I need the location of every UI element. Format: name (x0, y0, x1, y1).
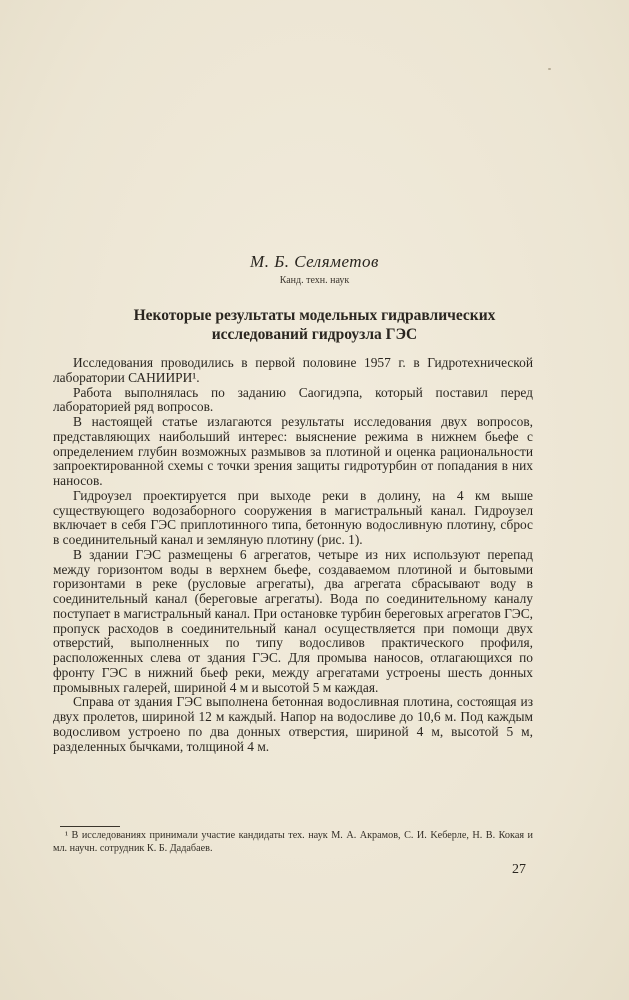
paper-speck (548, 68, 551, 70)
paragraph: Работа выполнялась по заданию Саогидэпа, который поставил перед лабораторией ряд вопросов. (53, 384, 533, 415)
page-number: 27 (512, 862, 526, 877)
author-name: М. Б. Селяметов (250, 252, 379, 271)
paragraph: Гидроузел проектируется при выходе реки в долину, на 4 км выше существующего водозаборного сооружения в магистральный канал. Гидроузел включает в себя ГЭС приплотинного типа, бетонную водосливную плотину, сброс в соединительный канал и земляную плотину (рис. 1). (53, 487, 533, 547)
author-degree: Канд. техн. наук (279, 275, 350, 286)
paragraph: Справа от здания ГЭС выполнена бетонная водосливная плотина, состоящая из двух пролетов, шириной 12 м каждый. Напор на водосливе до 10,6 м. Под каждым водосливом устроено по два донных отверстия, шириной 4 м, высотой 5 м, разделенных бычками, толщиной 4 м. (53, 694, 533, 754)
paragraph: В настоящей статье излагаются результаты исследования двух вопросов, представляющих наибольший интерес: выяснение режима в нижнем бьефе с определением глубин возможных размывов за плотиной и оценка рациональности запроектированной схемы с точки зрения защиты гидротурбин от попадания в них наносов. (53, 414, 533, 488)
paragraph: В здании ГЭС размещены 6 агрегатов, четыре из них используют перепад между горизонтом воды в верхнем бьефе, создаваемом плотиной и бытовыми горизонтами в реке (русловые агрегаты), два агрегата сбрасывают воду в соединительный канал (береговые агрегаты). Вода по соединительному каналу поступает в магистральный канал. При остановке турбин береговых агрегатов ГЭС, пропуск расходов в соединительный канал осуществляется при помощи двух отверстий, выполненных по типу водосливов практического профиля, расположенных слева от здания ГЭС. Для промыва наносов, отлагающихся по фронту ГЭС в нижний бьеф реки, между агрегатами устроены шесть донных промывных галерей, шириной 4 м и высотой 5 м каждая. (53, 546, 533, 695)
footnote (53, 830, 533, 855)
title-line: Некоторые результаты модельных гидравлических (133, 307, 496, 324)
paragraph: Исследования проводились в первой половине 1957 г. в Гидротехнической лаборатории САНИИРИ¹. (53, 355, 533, 385)
footnote-text: ¹ В исследованиях принимали участие кандидаты тех. наук М. А. Акрамов, С. И. Keберле, Н. В. Кокая и мл. научн. сотрудник К. Б. Дадабаев. (53, 830, 533, 854)
footnote-divider (60, 826, 120, 827)
article-body (53, 356, 533, 754)
title-line: исследований гидроузла ГЭС (211, 326, 418, 343)
article-title (60, 306, 569, 344)
